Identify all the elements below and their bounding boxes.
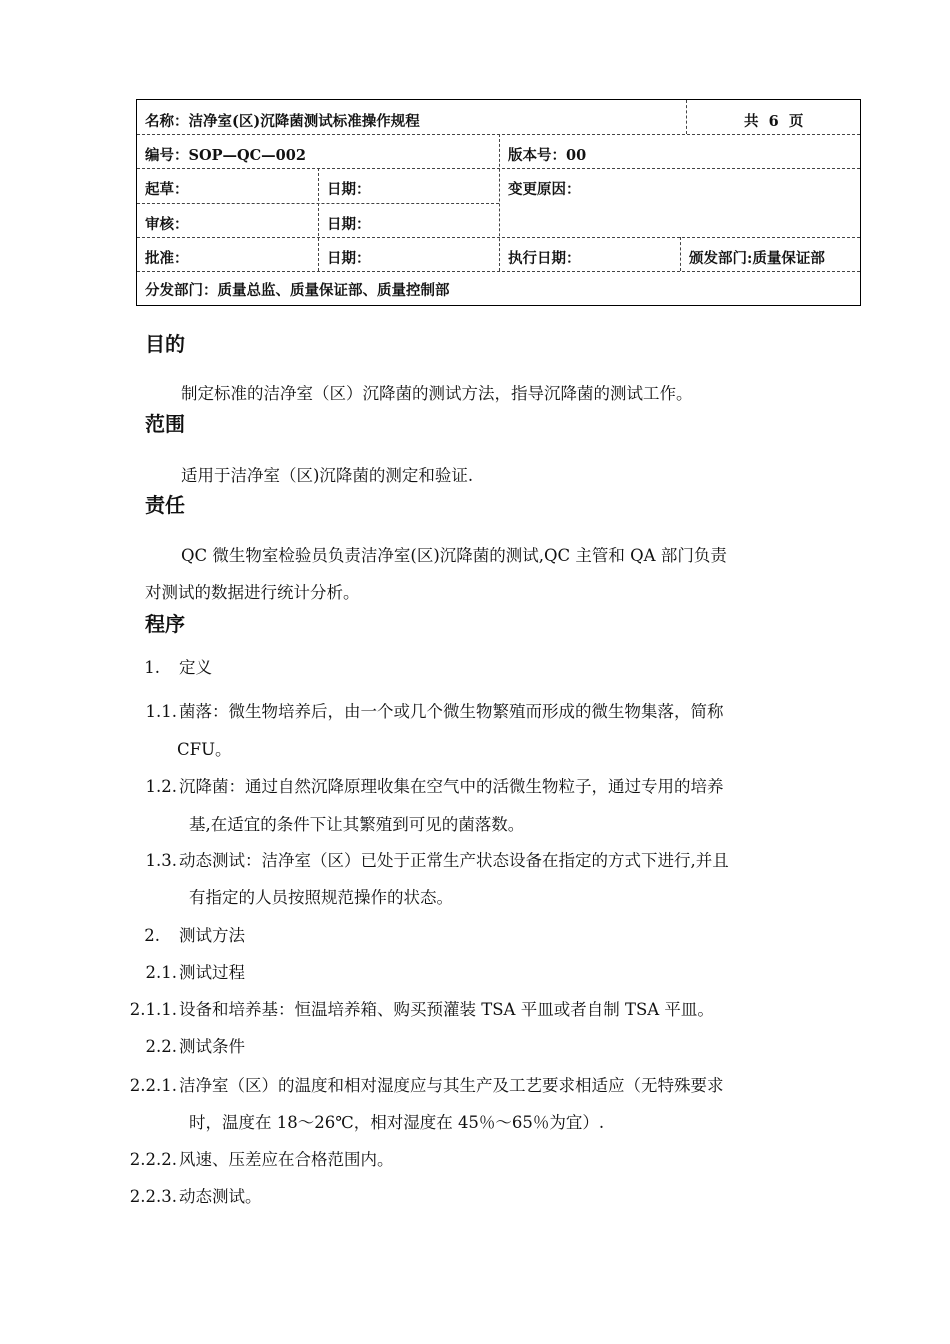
item-text: 设备和培养基：恒温培养箱、购买预灌装 TSA 平皿或者自制 TSA 平皿。: [179, 1000, 714, 1019]
table-divider: [499, 134, 500, 271]
page-count: [744, 113, 803, 131]
review-date-label: 日期：: [327, 216, 371, 233]
item-number: 2.1.: [145, 963, 177, 982]
item-text: 测试过程: [179, 963, 245, 982]
document-code: 编号：SOP—QC—002: [145, 147, 306, 164]
item-text: 测试条件: [179, 1037, 245, 1056]
item-number: 2.2.3.: [129, 1187, 177, 1206]
item-number: 2.: [144, 926, 160, 945]
item-text: 沉降菌：通过自然沉降原理收集在空气中的活微生物粒子，通过专用的培养: [179, 777, 724, 796]
item-text: 定义: [179, 658, 212, 677]
item-text: 风速、压差应在合格范围内。: [179, 1150, 394, 1169]
section-title-procedure: 程序: [145, 612, 185, 636]
page-count-suffix: 页: [788, 113, 804, 130]
approve-date-label: 日期：: [327, 250, 371, 267]
section-title-scope: 范围: [145, 412, 185, 436]
document-name: 名称：洁净室(区)沉降菌测试标准操作规程: [145, 113, 420, 130]
item-number: 2.1.1.: [129, 1000, 177, 1019]
document-header-table: [136, 99, 861, 306]
page-count-number: 6: [768, 113, 779, 130]
item-number: 1.: [144, 658, 160, 677]
item-text: 动态测试。: [179, 1187, 262, 1206]
section-title-responsibility: 责任: [145, 493, 185, 517]
responsibility-text-line-1: QC 微生物室检验员负责洁净室(区)沉降菌的测试,QC 主管和 QA 部门负责: [181, 546, 727, 565]
table-divider: [680, 237, 681, 271]
version-number: 版本号：00: [508, 147, 587, 164]
item-number: 1.1.: [145, 702, 177, 721]
responsibility-text-line-2: 对测试的数据进行统计分析。: [145, 583, 360, 602]
approve-label: 批准：: [145, 250, 189, 267]
item-text-continued: 时，温度在 18～26℃，相对湿度在 45％～65％为宜）.: [189, 1113, 605, 1132]
scope-text: 适用于洁净室（区)沉降菌的测定和验证.: [181, 466, 474, 485]
item-text: 测试方法: [179, 926, 245, 945]
item-number: 2.2.: [145, 1037, 177, 1056]
item-text-continued: 有指定的人员按照规范操作的状态。: [189, 888, 453, 907]
draft-label: 起草：: [145, 181, 189, 198]
table-divider: [686, 100, 687, 134]
draft-date-label: 日期：: [327, 181, 371, 198]
item-text: 洁净室（区）的温度和相对湿度应与其生产及工艺要求相适应（无特殊要求: [179, 1076, 724, 1095]
item-number: 1.2.: [145, 777, 177, 796]
issue-department: 颁发部门:质量保证部: [689, 250, 825, 267]
item-text: 动态测试：洁净室（区）已处于正常生产状态设备在指定的方式下进行,并且: [179, 851, 729, 870]
table-divider: [137, 271, 860, 272]
change-reason-label: 变更原因：: [508, 181, 581, 198]
purpose-text: 制定标准的洁净室（区）沉降菌的测试方法，指导沉降菌的测试工作。: [181, 384, 693, 403]
section-title-purpose: 目的: [145, 332, 185, 356]
item-number: 2.2.2.: [129, 1150, 177, 1169]
table-divider: [318, 168, 319, 271]
page-count-prefix: 共: [744, 113, 759, 130]
distribution-departments: 分发部门：质量总监、质量保证部、质量控制部: [145, 282, 450, 299]
item-number: 2.2.1.: [129, 1076, 177, 1095]
review-label: 审核：: [145, 216, 189, 233]
item-text-continued: CFU。: [177, 740, 232, 759]
effective-date-label: 执行日期：: [508, 250, 581, 267]
item-text: 菌落：微生物培养后，由一个或几个微生物繁殖而形成的微生物集落，简称: [179, 702, 724, 721]
item-text-continued: 基,在适宜的条件下让其繁殖到可见的菌落数。: [189, 815, 525, 834]
item-number: 1.3.: [145, 851, 177, 870]
